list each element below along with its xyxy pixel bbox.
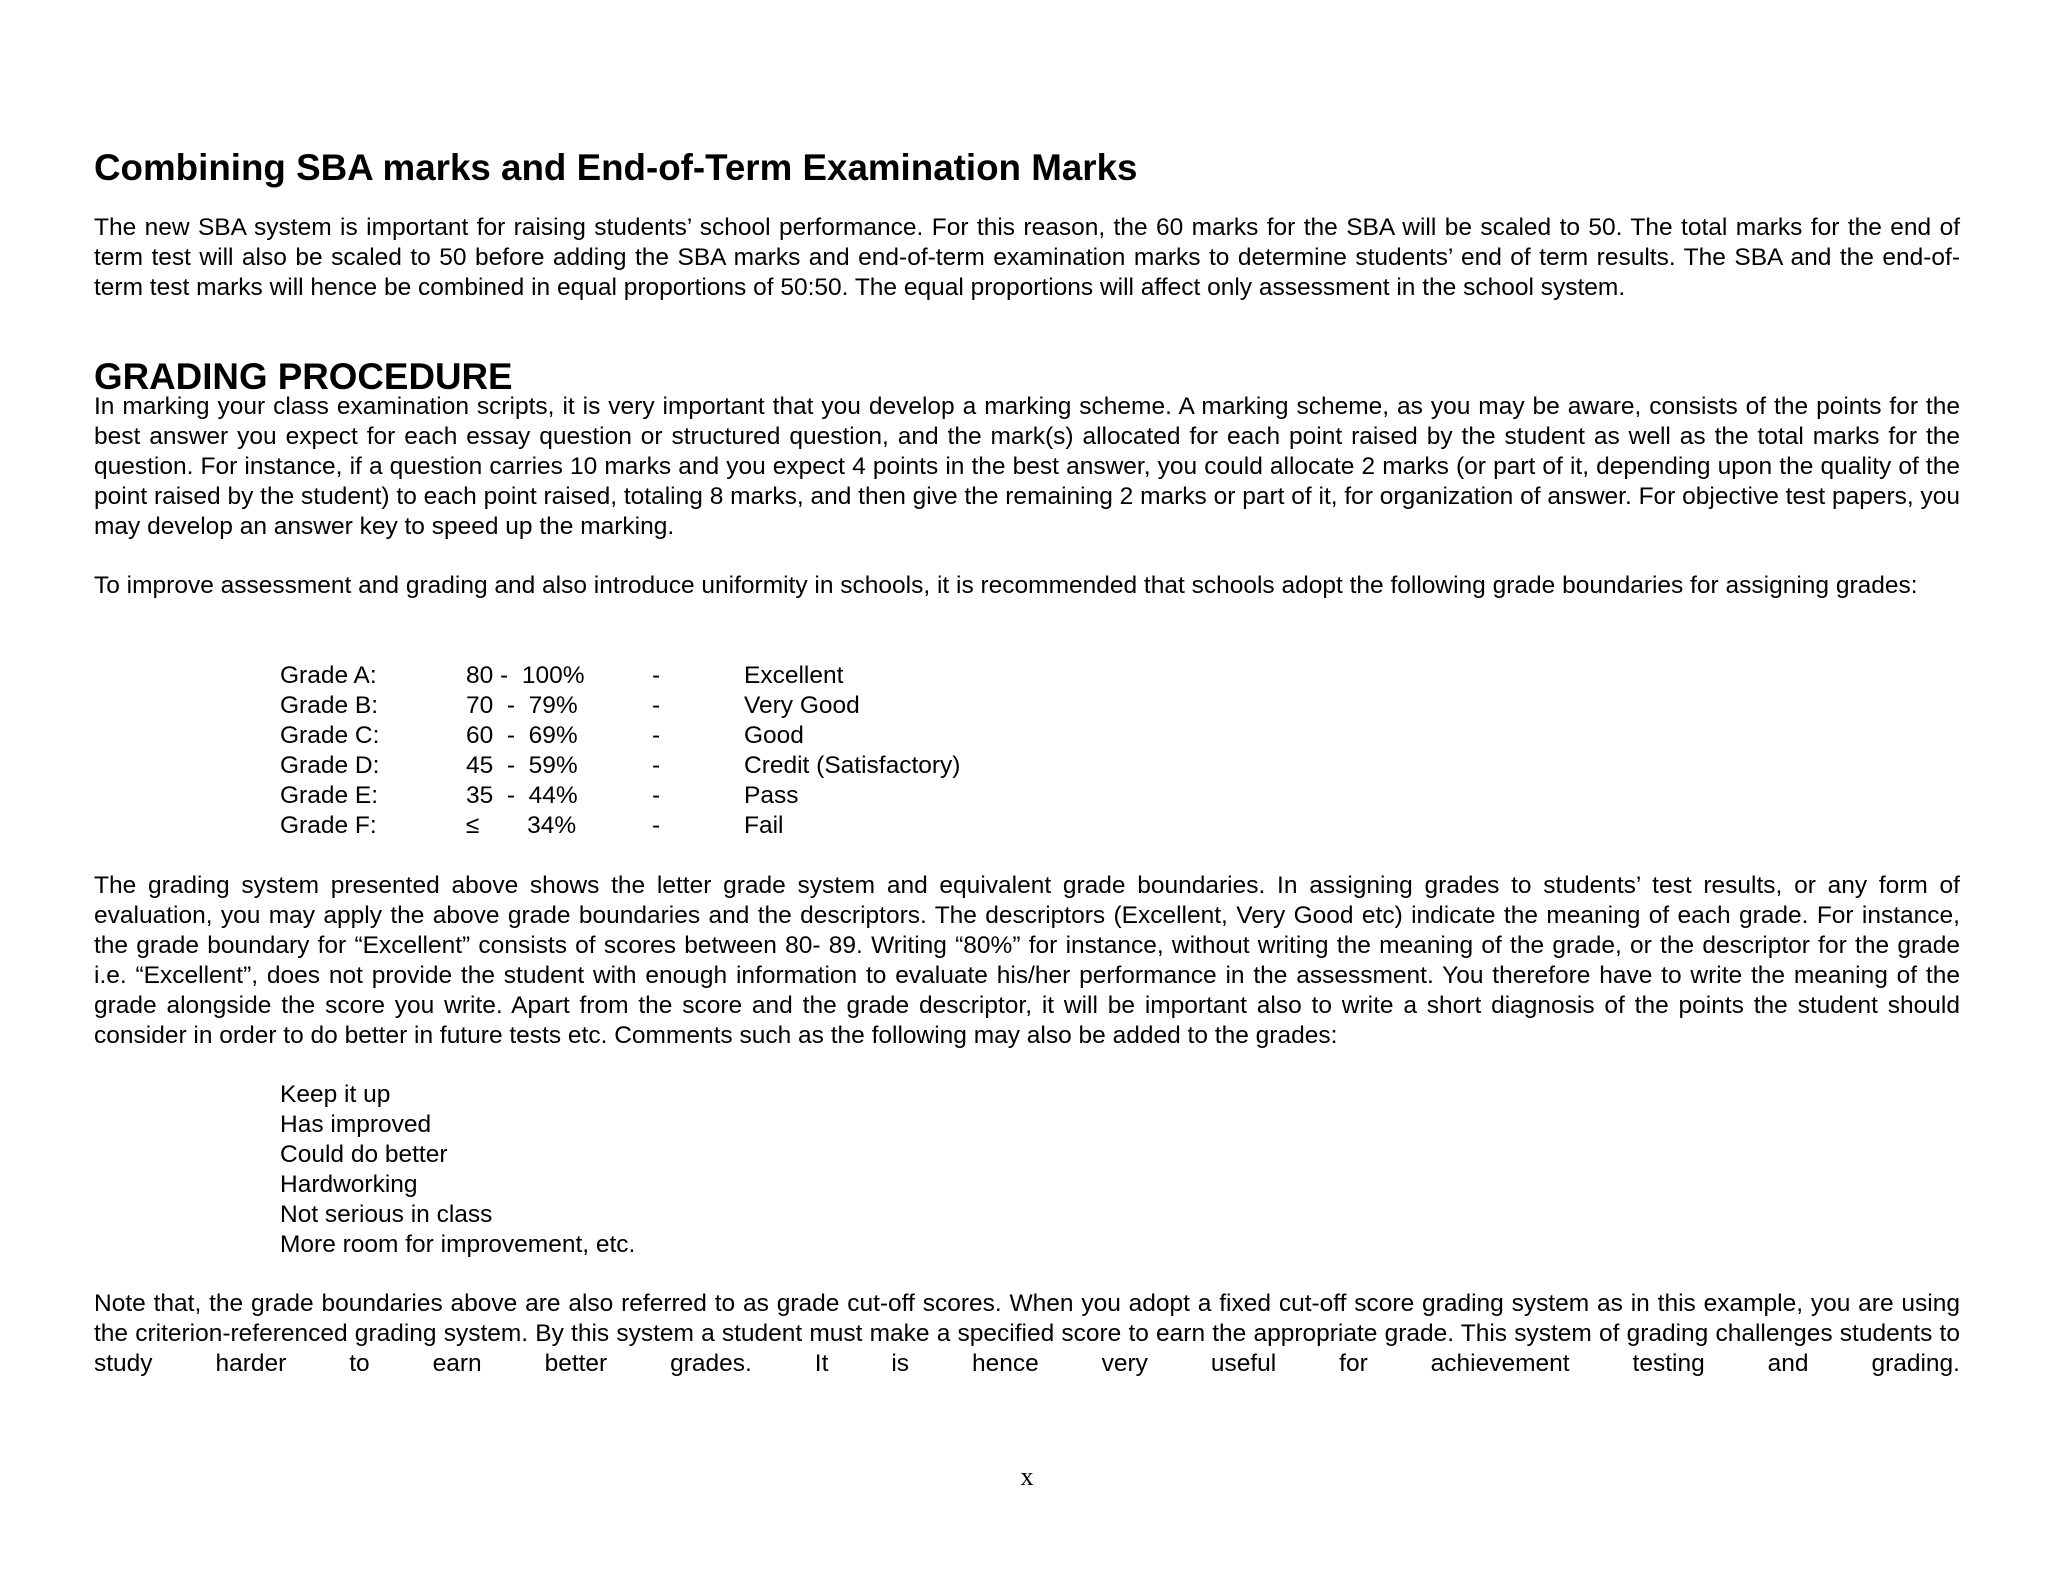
grade-dash: - <box>652 722 661 749</box>
grade-boundaries-intro-paragraph: To improve assessment and grading and also introduce uniformity in schools, it is recommended that schools adopt the following grade boundaries for assigning grades: <box>94 572 1918 599</box>
grade-descriptor: Pass <box>744 782 799 809</box>
grade-label: Grade C: <box>280 722 380 749</box>
grade-range: 35 - 44% <box>466 782 578 809</box>
grade-label: Grade B: <box>280 692 379 719</box>
comment-item: Hardworking <box>280 1171 418 1198</box>
grade-row <box>280 811 1004 841</box>
grade-descriptor: Fail <box>744 812 784 839</box>
grade-dash: - <box>652 812 661 839</box>
grade-dash: - <box>652 782 661 809</box>
grade-range: 45 - 59% <box>466 752 578 779</box>
grade-label: Grade E: <box>280 782 379 809</box>
grading-system-paragraph: The grading system presented above shows the letter grade system and equivalent grade boundaries. In assigning grades to students’ test results, or any form of evaluation, you may apply the above grade boundaries and the descriptors. The descriptors (Excellent, Very Good etc) indicate the meaning of each grade. For instance, the grade boundary for “Excellent” consists of scores between 80- 89. Writing “80%” for instance, without writing the meaning of the grade, or the descriptor for the grade i.e. “Excellent”, does not provide the student with enough information to evaluate his/her performance in the assessment. You therefore have to write the meaning of the grade alongside the score you write. Apart from the score and the grade descriptor, it will be important also to write a short diagnosis of the points the student should consider in order to do better in future tests etc. Comments such as the following may also be added to the grades: <box>94 872 1960 1049</box>
grade-descriptor: Good <box>744 722 804 749</box>
grade-row <box>280 661 1004 691</box>
comment-item: Has improved <box>280 1111 432 1138</box>
grade-range: 60 - 69% <box>466 722 578 749</box>
grade-descriptor: Very Good <box>744 692 860 719</box>
grade-boundaries-table <box>280 661 1004 841</box>
grade-descriptor: Credit (Satisfactory) <box>744 752 961 779</box>
grade-range: ≤ 34% <box>466 812 577 839</box>
comment-item: Could do better <box>280 1141 448 1168</box>
marking-scheme-paragraph: In marking your class examination scripts, it is very important that you develop a marking scheme. A marking scheme, as you may be aware, consists of the points for the best answer you expect for each essay question or structured question, and the mark(s) allocated for each point raised by the student as well as the total marks for the question. For instance, if a question carries 10 marks and you expect 4 points in the best answer, you could allocate 2 marks (or part of it, depending upon the quality of the point raised by the student) to each point raised, totaling 8 marks, and then give the remaining 2 marks or part of it, for organization of answer. For objective test papers, you may develop an answer key to speed up the marking. <box>94 393 1960 540</box>
comment-item: Keep it up <box>280 1081 391 1108</box>
grade-dash: - <box>652 662 661 689</box>
grade-row <box>280 691 1004 721</box>
grade-row <box>280 721 1004 751</box>
comments-list <box>280 1080 635 1260</box>
page-number: x <box>1020 1462 1034 1491</box>
section-heading-grading-procedure: GRADING PROCEDURE <box>94 356 513 397</box>
cutoff-scores-paragraph: Note that, the grade boundaries above are also referred to as grade cut-off scores. When you adopt a fixed cut-off score grading system as in this example, you are using the criterion-referenced grading system. By this system a student must make a specified score to earn the appropriate grade. This system of grading challenges students to study harder to earn better grades. It is hence very useful for achievement testing and grading. <box>94 1290 1960 1377</box>
document-page <box>94 0 1960 1582</box>
comment-item: Not serious in class <box>280 1201 493 1228</box>
grade-range: 70 - 79% <box>466 692 578 719</box>
grade-dash: - <box>652 692 661 719</box>
combining-marks-paragraph: The new SBA system is important for raising students’ school performance. For this reason, the 60 marks for the SBA will be scaled to 50. The total marks for the end of term test will also be scaled to 50 before adding the SBA marks and end-of-term examination marks to determine students’ end of term results. The SBA and the end-of-term test marks will hence be combined in equal proportions of 50:50. The equal proportions will affect only assessment in the school system. <box>94 214 1960 301</box>
grade-row <box>280 781 1004 811</box>
grade-label: Grade F: <box>280 812 377 839</box>
grade-label: Grade A: <box>280 662 377 689</box>
grade-range: 80 - 100% <box>466 662 585 689</box>
grade-label: Grade D: <box>280 752 380 779</box>
grade-descriptor: Excellent <box>744 662 844 689</box>
grade-dash: - <box>652 752 661 779</box>
comment-item: More room for improvement, etc. <box>280 1231 636 1258</box>
grade-row <box>280 751 1004 781</box>
section-heading-combining-marks: Combining SBA marks and End-of-Term Examination Marks <box>94 147 1138 188</box>
